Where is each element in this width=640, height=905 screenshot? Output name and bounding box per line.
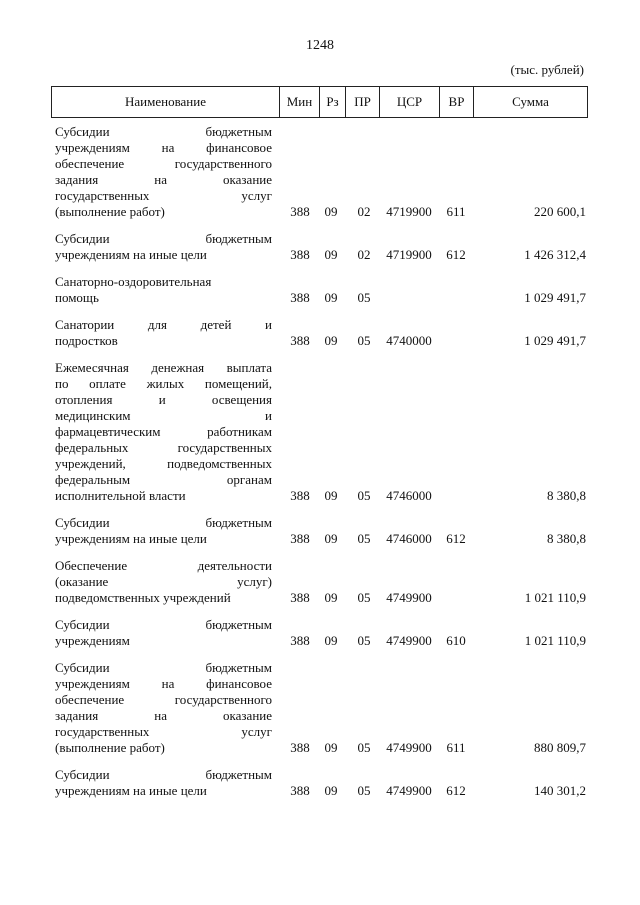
- table-row: [0, 660, 640, 756]
- cell-sum: 8 380,8: [547, 488, 586, 503]
- table-row: [0, 124, 640, 220]
- row-name-line: Ежемесячная денежная выплата: [55, 360, 272, 375]
- cell-csr: 4749900: [386, 783, 432, 798]
- cell-min: 388: [290, 290, 310, 305]
- row-name: [55, 317, 272, 349]
- header-pr: ПР: [345, 87, 379, 117]
- cell-pr: 05: [357, 290, 371, 305]
- row-name: [55, 360, 272, 504]
- cell-min: 388: [290, 633, 310, 648]
- cell-min: 388: [290, 488, 310, 503]
- table-row: [0, 231, 640, 263]
- cell-rz: 09: [324, 633, 338, 648]
- cell-vr: 612: [446, 531, 466, 546]
- header-rz: Рз: [319, 87, 345, 117]
- row-name-line: (выполнение работ): [55, 740, 165, 755]
- header-name: Наименование: [51, 87, 279, 117]
- cell-vr: 612: [446, 783, 466, 798]
- cell-csr: 4749900: [386, 633, 432, 648]
- cell-pr: 02: [357, 204, 371, 219]
- row-name-line: федеральных государственных: [55, 440, 272, 455]
- cell-vr: 612: [446, 247, 466, 262]
- row-name-line: федеральным органам: [55, 472, 272, 487]
- row-name-line: Санатории для детей и: [55, 317, 272, 332]
- header-csr: ЦСР: [379, 87, 439, 117]
- row-name-line: Субсидии бюджетным: [55, 767, 272, 782]
- cell-sum: 1 029 491,7: [524, 290, 586, 305]
- row-name-line: (оказание услуг): [55, 574, 272, 589]
- row-name-line: подростков: [55, 333, 118, 348]
- row-name-line: медицинским и: [55, 408, 272, 423]
- row-name: [55, 274, 272, 306]
- cell-rz: 09: [324, 740, 338, 755]
- cell-pr: 05: [357, 488, 371, 503]
- row-name-line: учреждениям: [55, 633, 130, 648]
- header-sum: Сумма: [473, 87, 588, 117]
- cell-pr: 02: [357, 247, 371, 262]
- cell-rz: 09: [324, 333, 338, 348]
- cell-rz: 09: [324, 783, 338, 798]
- row-name: [55, 767, 272, 799]
- cell-min: 388: [290, 783, 310, 798]
- table-row: [0, 515, 640, 547]
- row-name-line: учреждениям на финансовое: [55, 140, 272, 155]
- row-name-line: (выполнение работ): [55, 204, 165, 219]
- row-name: [55, 660, 272, 756]
- cell-rz: 09: [324, 204, 338, 219]
- cell-min: 388: [290, 204, 310, 219]
- row-name-line: помощь: [55, 290, 99, 305]
- row-name-line: государственных услуг: [55, 188, 272, 203]
- row-name-line: фармацевтическим работникам: [55, 424, 272, 439]
- cell-pr: 05: [357, 633, 371, 648]
- cell-pr: 05: [357, 333, 371, 348]
- row-name: [55, 617, 272, 649]
- cell-vr: 610: [446, 633, 466, 648]
- cell-rz: 09: [324, 488, 338, 503]
- row-name-line: отопления и освещения: [55, 392, 272, 407]
- cell-min: 388: [290, 333, 310, 348]
- row-name-line: задания на оказание: [55, 708, 272, 723]
- cell-pr: 05: [357, 783, 371, 798]
- cell-sum: 1 021 110,9: [524, 633, 586, 648]
- row-name: [55, 231, 272, 263]
- cell-rz: 09: [324, 290, 338, 305]
- table-row: [0, 617, 640, 649]
- row-name: [55, 558, 272, 606]
- cell-sum: 8 380,8: [547, 531, 586, 546]
- row-name-line: учреждениям на иные цели: [55, 783, 207, 798]
- cell-min: 388: [290, 531, 310, 546]
- row-name-line: Санаторно-оздоровительная: [55, 274, 212, 289]
- row-name: [55, 515, 272, 547]
- row-name-line: государственных услуг: [55, 724, 272, 739]
- cell-sum: 1 021 110,9: [524, 590, 586, 605]
- cell-csr: 4749900: [386, 740, 432, 755]
- row-name-line: учреждениям на иные цели: [55, 531, 207, 546]
- cell-csr: 4719900: [386, 247, 432, 262]
- cell-sum: 220 600,1: [534, 204, 586, 219]
- row-name-line: Субсидии бюджетным: [55, 515, 272, 530]
- page-number: 1248: [306, 38, 334, 53]
- row-name-line: по оплате жилых помещений,: [55, 376, 272, 391]
- row-name-line: обеспечение государственного: [55, 692, 272, 707]
- cell-csr: 4749900: [386, 590, 432, 605]
- units-label: (тыс. рублей): [510, 62, 584, 77]
- row-name-line: Субсидии бюджетным: [55, 124, 272, 139]
- header-vr: ВР: [439, 87, 473, 117]
- cell-csr: 4746000: [386, 531, 432, 546]
- cell-rz: 09: [324, 531, 338, 546]
- table-row: [0, 274, 640, 306]
- table-header: [51, 86, 588, 118]
- row-name-line: учреждений, подведомственных: [55, 456, 272, 471]
- cell-csr: 4740000: [386, 333, 432, 348]
- cell-csr: 4719900: [386, 204, 432, 219]
- row-name-line: обеспечение государственного: [55, 156, 272, 171]
- row-name-line: подведомственных учреждений: [55, 590, 231, 605]
- row-name-line: задания на оказание: [55, 172, 272, 187]
- table-row: [0, 767, 640, 799]
- cell-rz: 09: [324, 247, 338, 262]
- cell-pr: 05: [357, 740, 371, 755]
- cell-rz: 09: [324, 590, 338, 605]
- table-row: [0, 360, 640, 504]
- cell-sum: 1 029 491,7: [524, 333, 586, 348]
- cell-pr: 05: [357, 531, 371, 546]
- cell-csr: 4746000: [386, 488, 432, 503]
- cell-sum: 880 809,7: [534, 740, 586, 755]
- row-name-line: учреждениям на финансовое: [55, 676, 272, 691]
- row-name: [55, 124, 272, 220]
- cell-vr: 611: [446, 740, 466, 755]
- header-min: Мин: [279, 87, 319, 117]
- cell-sum: 1 426 312,4: [524, 247, 586, 262]
- cell-min: 388: [290, 740, 310, 755]
- row-name-line: Обеспечение деятельности: [55, 558, 272, 573]
- cell-min: 388: [290, 590, 310, 605]
- row-name-line: Субсидии бюджетным: [55, 660, 272, 675]
- table-row: [0, 317, 640, 349]
- row-name-line: Субсидии бюджетным: [55, 231, 272, 246]
- table-row: [0, 558, 640, 606]
- cell-vr: 611: [446, 204, 466, 219]
- cell-sum: 140 301,2: [534, 783, 586, 798]
- row-name-line: исполнительной власти: [55, 488, 186, 503]
- row-name-line: Субсидии бюджетным: [55, 617, 272, 632]
- cell-pr: 05: [357, 590, 371, 605]
- cell-min: 388: [290, 247, 310, 262]
- row-name-line: учреждениям на иные цели: [55, 247, 207, 262]
